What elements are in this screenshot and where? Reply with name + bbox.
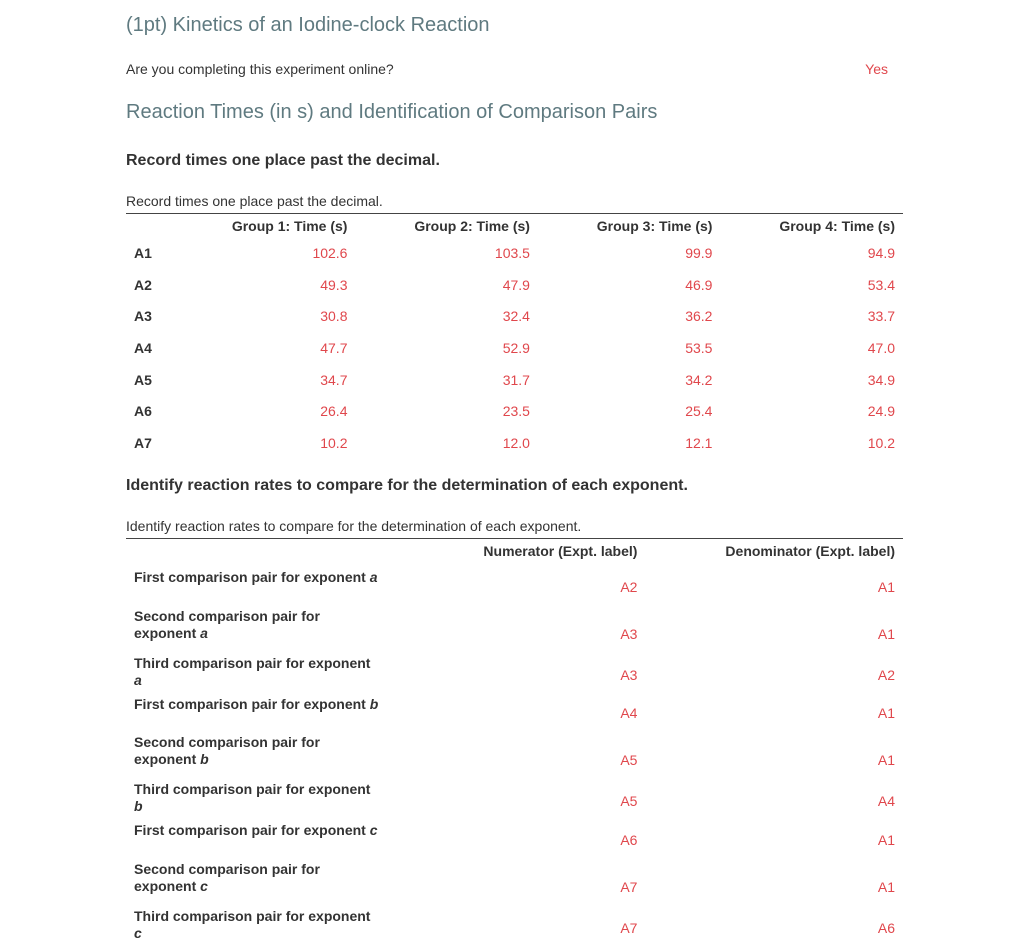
- times-heading: Record times one place past the decimal.: [126, 152, 440, 169]
- exponent-symbol: a: [200, 624, 208, 641]
- table-row: [126, 901, 903, 942]
- time-value[interactable]: 47.9: [502, 276, 530, 293]
- numerator-value[interactable]: A4: [620, 705, 638, 722]
- time-value[interactable]: 24.9: [867, 403, 895, 420]
- denominator-value[interactable]: A1: [877, 879, 895, 896]
- comparison-pair-label: [126, 562, 387, 601]
- denominator-value[interactable]: A1: [877, 705, 895, 722]
- column-header-numerator: Numerator (Expt. label): [483, 542, 638, 559]
- column-header-denominator: Denominator (Expt. label): [725, 542, 895, 559]
- denominator-value[interactable]: A2: [877, 666, 895, 683]
- denominator-value[interactable]: A1: [877, 625, 895, 642]
- table-row: [126, 269, 903, 301]
- time-value[interactable]: 31.7: [502, 371, 530, 388]
- table-row: [126, 815, 903, 854]
- comparison-pair-label: [126, 901, 387, 942]
- numerator-value[interactable]: A3: [620, 666, 638, 683]
- time-value[interactable]: 23.5: [502, 403, 530, 420]
- pairs-heading: Identify reaction rates to compare for the determination of each exponent.: [126, 477, 688, 494]
- time-value[interactable]: 33.7: [867, 308, 895, 325]
- comparison-pair-text: Third comparison pair for exponent: [134, 781, 371, 798]
- time-value[interactable]: 103.5: [494, 244, 530, 261]
- comparison-pair-text: Second comparison pair for exponent: [134, 607, 320, 641]
- exponent-symbol: b: [200, 751, 209, 768]
- time-value[interactable]: 10.2: [867, 434, 895, 451]
- exponent-symbol: c: [369, 822, 378, 839]
- section-title: Reaction Times (in s) and Identification of Comparison Pairs: [126, 101, 658, 123]
- time-value[interactable]: 94.9: [867, 244, 895, 261]
- exponent-symbol: c: [200, 878, 208, 895]
- exponent-symbol: c: [134, 925, 142, 942]
- numerator-value[interactable]: A5: [620, 793, 638, 810]
- time-value[interactable]: 99.9: [685, 244, 713, 261]
- numerator-value[interactable]: A6: [620, 832, 638, 849]
- row-label: A1: [134, 244, 152, 261]
- page-title: (1pt) Kinetics of an Iodine-clock Reaction: [126, 14, 490, 36]
- comparison-pair-text: First comparison pair for exponent: [134, 569, 366, 585]
- exponent-symbol: a: [134, 671, 142, 688]
- table-row: [126, 427, 903, 459]
- comparison-pair-label: [126, 601, 387, 648]
- time-value[interactable]: 12.0: [502, 434, 530, 451]
- comparison-pair-text: Second comparison pair for exponent: [134, 861, 320, 895]
- times-caption: Record times one place past the decimal.: [126, 193, 383, 209]
- time-value[interactable]: 47.7: [320, 339, 348, 356]
- pairs-table-header: [126, 539, 903, 562]
- numerator-value[interactable]: A2: [620, 578, 638, 595]
- time-value[interactable]: 25.4: [685, 403, 713, 420]
- row-label: A5: [134, 371, 152, 388]
- time-value[interactable]: 26.4: [320, 403, 348, 420]
- table-row: [126, 601, 903, 648]
- row-label: A2: [134, 276, 152, 293]
- table-row: [126, 332, 903, 364]
- numerator-value[interactable]: A3: [620, 625, 638, 642]
- time-value[interactable]: 12.1: [685, 434, 713, 451]
- column-header-group-1: Group 1: Time (s): [231, 217, 348, 234]
- time-value[interactable]: 49.3: [320, 276, 348, 293]
- numerator-value[interactable]: A7: [620, 879, 638, 896]
- time-value[interactable]: 52.9: [502, 339, 530, 356]
- table-row: [126, 854, 903, 901]
- time-value[interactable]: 36.2: [685, 308, 713, 325]
- comparison-pair-text: Third comparison pair for exponent: [134, 654, 371, 671]
- numerator-value[interactable]: A7: [620, 920, 638, 937]
- denominator-value[interactable]: A1: [877, 578, 895, 595]
- column-header-group-3: Group 3: Time (s): [596, 217, 713, 234]
- comparison-pair-label: [126, 815, 387, 854]
- time-value[interactable]: 102.6: [312, 244, 348, 261]
- row-label: A7: [134, 434, 152, 451]
- denominator-value[interactable]: A4: [877, 793, 895, 810]
- table-row: [126, 364, 903, 396]
- comparison-pair-text: Second comparison pair for exponent: [134, 734, 320, 768]
- time-value[interactable]: 34.7: [320, 371, 348, 388]
- column-header-group-4: Group 4: Time (s): [779, 217, 895, 234]
- row-label: A4: [134, 339, 152, 356]
- column-header-group-2: Group 2: Time (s): [414, 217, 530, 234]
- comparison-pair-text: Third comparison pair for exponent: [134, 908, 371, 925]
- table-row: [126, 689, 903, 728]
- row-label: A6: [134, 403, 152, 420]
- table-row: [126, 395, 903, 427]
- comparison-pair-label: [126, 648, 387, 689]
- time-value[interactable]: 32.4: [502, 308, 530, 325]
- time-value[interactable]: 46.9: [685, 276, 713, 293]
- exponent-symbol: b: [134, 798, 143, 815]
- denominator-value[interactable]: A6: [877, 920, 895, 937]
- times-table: [126, 214, 903, 459]
- table-row: [126, 237, 903, 269]
- time-value[interactable]: 53.4: [867, 276, 895, 293]
- row-label: A3: [134, 308, 152, 325]
- exponent-symbol: b: [369, 695, 379, 712]
- time-value[interactable]: 34.9: [867, 371, 895, 388]
- column-header-blank: [126, 214, 173, 237]
- comparison-pair-label: [126, 774, 387, 815]
- table-row: [126, 300, 903, 332]
- comparison-pair-label: [126, 689, 387, 728]
- table-row: [126, 774, 903, 815]
- numerator-value[interactable]: A5: [620, 752, 638, 769]
- comparison-pair-label: [126, 854, 387, 901]
- time-value[interactable]: 30.8: [320, 308, 348, 325]
- pairs-table: [126, 539, 903, 942]
- denominator-value[interactable]: A1: [877, 832, 895, 849]
- online-question-label: Are you completing this experiment online?: [126, 61, 394, 77]
- column-header-blank: [126, 539, 387, 562]
- time-value[interactable]: 34.2: [685, 371, 713, 388]
- table-row: [126, 562, 903, 601]
- exponent-symbol: a: [369, 569, 378, 585]
- time-value[interactable]: 47.0: [867, 339, 895, 356]
- comparison-pair-text: First comparison pair for exponent: [134, 822, 366, 839]
- comparison-pair-label: [126, 727, 387, 774]
- table-row: [126, 727, 903, 774]
- time-value[interactable]: 10.2: [320, 434, 348, 451]
- denominator-value[interactable]: A1: [877, 752, 895, 769]
- online-question-answer[interactable]: Yes: [865, 61, 888, 77]
- comparison-pair-text: First comparison pair for exponent: [134, 695, 366, 712]
- pairs-caption: Identify reaction rates to compare for the determination of each exponent.: [126, 518, 582, 534]
- time-value[interactable]: 53.5: [685, 339, 713, 356]
- table-row: [126, 648, 903, 689]
- times-table-header: [126, 214, 903, 237]
